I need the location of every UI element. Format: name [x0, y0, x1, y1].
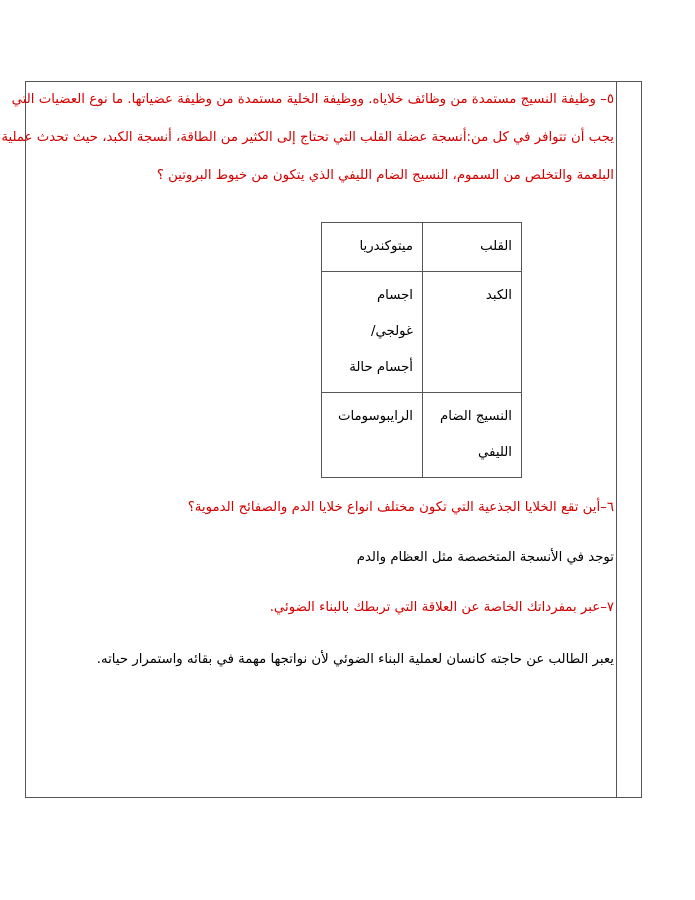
- organelle-table: [321, 222, 522, 478]
- table-row: [322, 272, 522, 393]
- organelle-label: أجسام حالة: [349, 360, 413, 375]
- organelle-cell: [322, 393, 423, 478]
- margin-column-divider: [616, 82, 617, 797]
- organelle-label: اجسام غولجي/: [370, 288, 413, 339]
- tissue-label: الكبد: [485, 288, 512, 303]
- organelle-cell: [322, 272, 423, 393]
- q5-line-2: يجب أن تتوافر في كل من:أنسجة عضلة القلب التي تحتاج إلى الكثير من الطاقة، أنسجة الكبد، حيث تحدث عملية: [1, 130, 614, 145]
- q5-line-1: ٥– وظيفة النسيج مستمدة من وظائف خلاياه. ووظيفة الخلية مستمدة من وظيفة عضياتها. ما نوع العضيات التي: [11, 92, 614, 107]
- tissue-label: القلب: [480, 239, 512, 254]
- tissue-cell: [423, 393, 522, 478]
- table-row: [322, 223, 522, 272]
- q6-answer: توجد في الأنسجة المتخصصة مثل العظام والدم: [356, 550, 614, 565]
- q5-line-3: البلعمة والتخلص من السموم، النسيج الضام الليفي الذي يتكون من خيوط البروتين ؟: [156, 168, 614, 183]
- organelle-cell: [322, 223, 423, 272]
- q7-question: ٧–عبر بمفرداتك الخاصة عن العلاقة التي تربطك بالبناء الضوئي.: [269, 600, 614, 615]
- tissue-cell: [423, 223, 522, 272]
- tissue-cell: [423, 272, 522, 393]
- table-row: [322, 393, 522, 478]
- tissue-label: النسيج الضام: [439, 409, 512, 424]
- q6-question: ٦–أين تقع الخلايا الجذعية التي تكون مختلف انواع خلايا الدم والصفائح الدموية؟: [187, 500, 614, 515]
- organelle-label: الرايبوسومات: [337, 409, 413, 424]
- tissue-label: الليفي: [478, 445, 512, 460]
- organelle-label: ميتوكندريا: [359, 239, 413, 254]
- q7-answer: يعبر الطالب عن حاجته كانسان لعملية البناء الضوئي لأن نواتجها مهمة في بقائه واستمرار حياته.: [96, 652, 614, 667]
